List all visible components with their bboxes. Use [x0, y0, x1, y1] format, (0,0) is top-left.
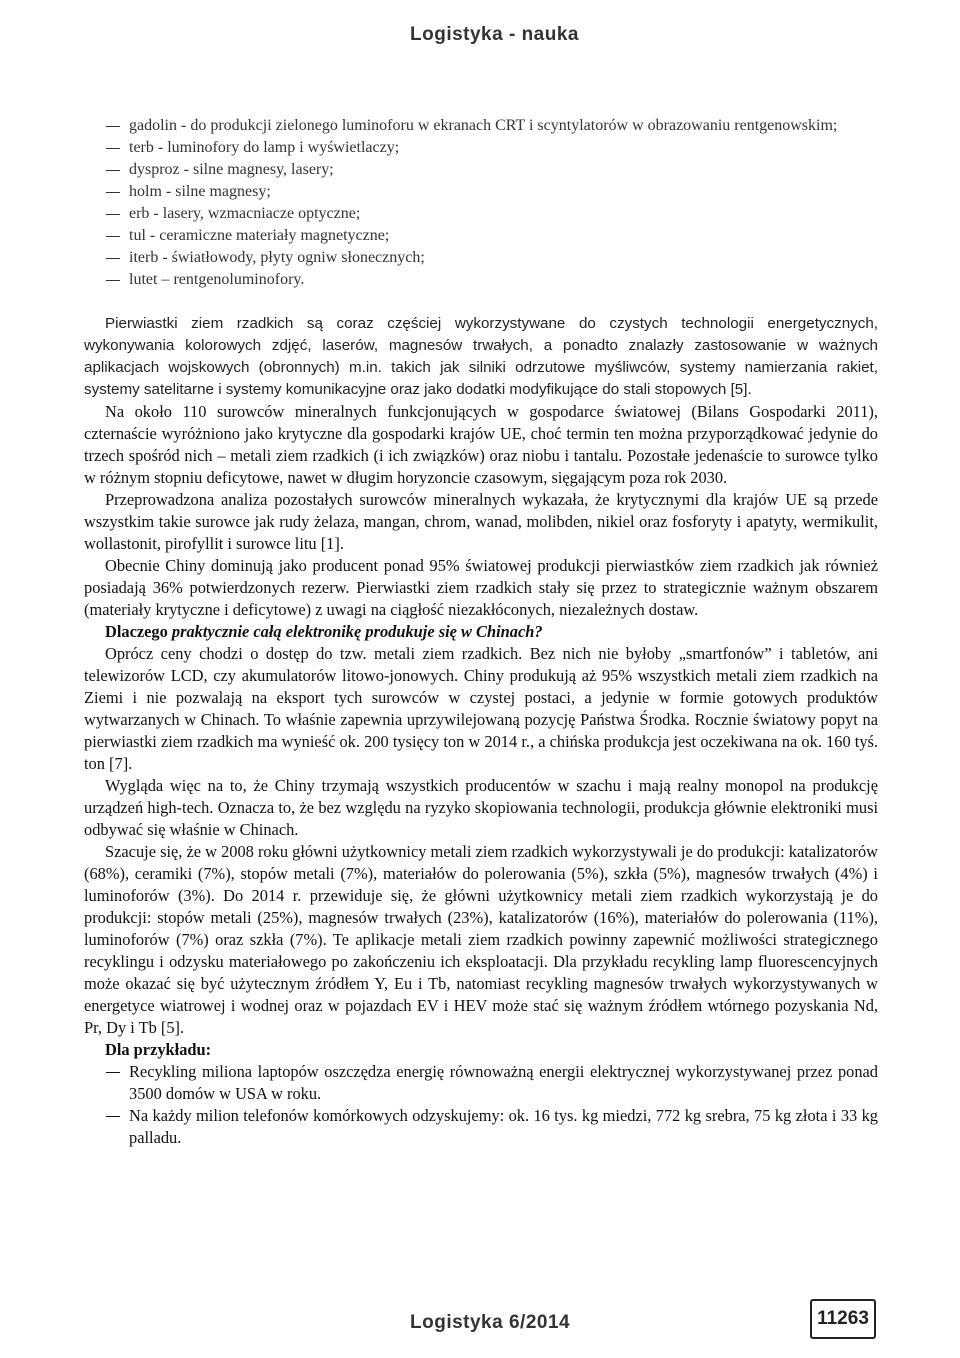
- list-item: tul - ceramiczne materiały magnetyczne;: [84, 225, 878, 247]
- intro-paragraph: Pierwiastki ziem rzadkich są coraz częściej wykorzystywane do czystych technologii energetycznych, wykonywania kolorowych zdjęć, laserów, magnesów trwałych, a ponadto znalazły zastosowanie w ważnych aplikacjach wojskowych (obronnych) m.in. takich jak silniki odrzutowe myśliwców, systemy namierzania rakiet, systemy satelitarne i systemy komunikacyjne oraz jako dodatki modyfikujące do stali stopowych [5].: [84, 315, 878, 398]
- element-list: [84, 115, 878, 291]
- paragraph: Wygląda więc na to, że Chiny trzymają wszystkich producentów w szachu i mają realny monopol na produkcję urządzeń high-tech. Oznacza to, że bez względu na ryzyko skopiowania technologii, produkcja głównie elektroniki musi odbywać się właśnie w Chinach.: [84, 775, 878, 839]
- paragraph: Przeprowadzona analiza pozostałych surowców mineralnych wykazała, że krytycznymi dla krajów UE są przede wszystkim takie surowce jak rudy żelaza, mangan, chrom, wanad, molibden, nikiel oraz fosforyty i apatyty, wermikulit, wollastonit, pirofyllit i surowce litu [1].: [84, 489, 878, 553]
- example-heading: Dla przykładu:: [105, 1039, 212, 1059]
- question-emphasis: praktycznie całą elektronikę produkuje się w Chinach?: [171, 621, 543, 641]
- paragraph: Obecnie Chiny dominują jako producent ponad 95% światowej produkcji pierwiastków ziem rzadkich jak również posiadają 36% potwierdzonych rezerw. Pierwiastki ziem rzadkich stały się przez to strategicznie ważnym obszarem (materiały krytyczne i deficytowe) z uwagi na ciągłość niezakłóconych, niezależnych dostaw.: [84, 555, 878, 619]
- section-header: Logistyka - nauka: [410, 24, 579, 45]
- list-item: erb - lasery, wzmacniacze optyczne;: [84, 203, 878, 225]
- list-item: lutet – rentgenoluminofory.: [84, 269, 878, 291]
- example-list: [84, 1061, 878, 1149]
- question-prefix: Dlaczego: [105, 621, 172, 641]
- page-number: 11263: [810, 1299, 876, 1339]
- list-item: Na każdy milion telefonów komórkowych odzyskujemy: ok. 16 tys. kg miedzi, 772 kg srebra, 75 kg złota i 33 kg palladu.: [84, 1105, 878, 1149]
- list-item: Recykling miliona laptopów oszczędza energię równoważną energii elektrycznej wykorzystywanej przez ponad 3500 domów w USA w roku.: [84, 1061, 878, 1105]
- paragraph: Szacuje się, że w 2008 roku główni użytkownicy metali ziem rzadkich wykorzystywali je do produkcji: katalizatorów (68%), ceramiki (7%), stopów metali (7%), materiałów do polerowania (5%), szkła (5%), magnesów trwałych (4%) i luminoforów (3%). Do 2014 r. przewiduje się, że główni użytkownicy metali ziem rzadkich wykorzystają je do produkcji: stopów metali (25%), magnesów trwałych (23%), katalizatorów (16%), materiałów do polerowania (11%), luminoforów (7%) oraz szkła (7%). Te aplikacje metali ziem rzadkich powinny zapewnić możliwości strategicznego recyklingu i odzysku materiałowego po zakończeniu ich eksploatacji. Dla przykładu recykling lamp fluorescencyjnych może okazać się być użytecznym źródłem Y, Eu i Tb, natomiast recykling magnesów trwałych wykorzystywanych w energetyce wiatrowej i wodnej oraz w pojazdach EV i HEV może stać się ważnym źródłem wtórnego pozyskania Nd, Pr, Dy i Tb [5].: [84, 841, 878, 1037]
- paragraph: Oprócz ceny chodzi o dostęp do tzw. metali ziem rzadkich. Bez nich nie byłoby „smartfonów” i tabletów, ani telewizorów LCD, czy akumulatorów litowo-jonowych. Chiny produkują aż 95% wszystkich metali ziem rzadkich na Ziemi i nie pozwalają na eksport tych surowców w czystej postaci, a jedynie w formie gotowych produktów wytwarzanych w Chinach. To właśnie zapewnia uprzywilejowaną pozycję Państwa Środka. Rocznie światowy popyt na pierwiastki ziem rzadkich ma wynieść ok. 200 tysięcy ton w 2014 r., a chińska produkcja jest oczekiwana na ok. 160 tyś. ton [7].: [84, 643, 878, 773]
- question-heading: [84, 621, 878, 643]
- list-item: holm - silne magnesy;: [84, 181, 878, 203]
- list-item: dysproz - silne magnesy, lasery;: [84, 159, 878, 181]
- list-item: gadolin - do produkcji zielonego luminoforu w ekranach CRT i scyntylatorów w obrazowaniu rentgenowskim;: [84, 115, 878, 137]
- paragraph: Na około 110 surowców mineralnych funkcjonujących w gospodarce światowej (Bilans Gospodarki 2011), czternaście wyróżniono jako krytyczne dla gospodarki krajów UE, choć termin ten można przyporządkować jedynie do trzech spośród nich – metali ziem rzadkich (i ich związków) oraz niobu i tantalu. Pozostałe jedenaście to surowce tylko w różnym stopniu deficytowe, nawet w długim horyzoncie czasowym, sięgającym poza rok 2030.: [84, 401, 878, 487]
- journal-footer: Logistyka 6/2014: [410, 1312, 571, 1333]
- list-item: terb - luminofory do lamp i wyświetlaczy;: [84, 137, 878, 159]
- list-item: iterb - światłowody, płyty ogniw słonecznych;: [84, 247, 878, 269]
- article-body: [84, 115, 878, 1149]
